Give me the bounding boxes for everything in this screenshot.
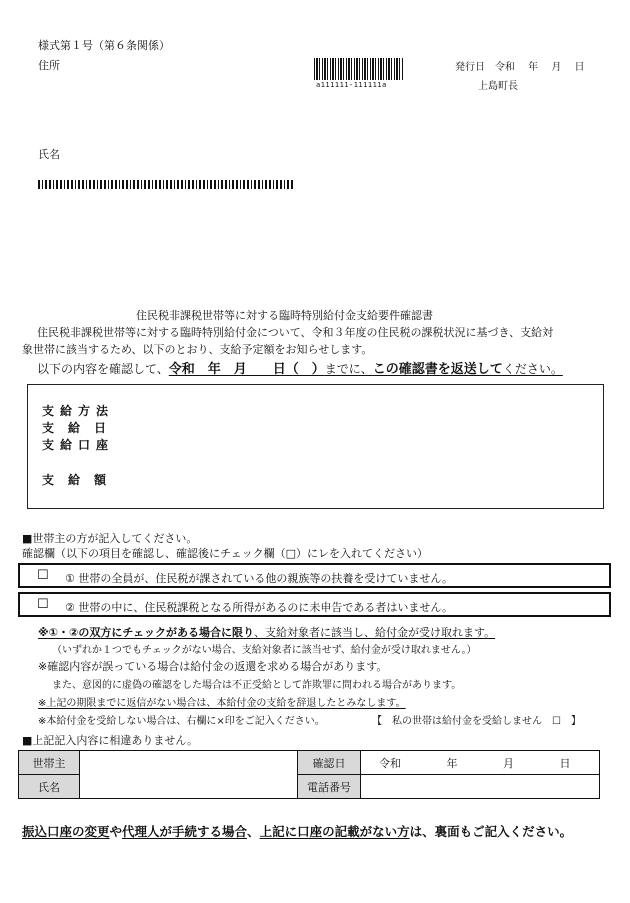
- payment-date-label: 支給日: [42, 421, 121, 435]
- name-label: 氏名: [38, 148, 60, 161]
- footer-part-3: 代理人が手続する場合: [122, 824, 248, 839]
- phone-field[interactable]: [361, 775, 600, 799]
- day-label: 日: [559, 756, 571, 770]
- barcode-code: a111111-111111a: [316, 81, 387, 89]
- payment-method-label: 支給方法: [42, 404, 115, 418]
- phone-label: 電話番号: [298, 775, 361, 799]
- section-heading: ■世帯主の方が記入してください。: [22, 532, 198, 545]
- footer-part-2: や: [109, 824, 123, 839]
- form-number: 様式第１号（第６条関係）: [38, 39, 170, 52]
- check-row-2[interactable]: [18, 592, 611, 617]
- checkbox-2[interactable]: ☐: [37, 597, 49, 612]
- check-item-2: ② 世帯の中に、住民税課税となる所得があるのに未申告である者はいません。: [65, 601, 454, 614]
- issue-date: 発行日 令和 年 月 日: [455, 62, 585, 73]
- note-3: ※上記の期限までに返信がない場合は、本給付金の支給を辞退したとみなします。: [38, 698, 406, 709]
- deadline-pre: 以下の内容を確認して、: [37, 362, 169, 376]
- check-instructions: 確認欄（以下の項目を確認し、確認後にチェック欄（□）にレを入れてください）: [22, 547, 429, 560]
- note-1-bold: ※①・②の双方にチェックがある場合に限り: [38, 626, 254, 639]
- intro-line-1: 住民税非課税世帯等に対する臨時特別給付金について、令和３年度の住民税の課税状況に基づき、支給対: [37, 326, 554, 339]
- footer-part-4: 、: [247, 824, 260, 839]
- head-label: 世帯主: [19, 751, 80, 775]
- issuer: 上島町長: [478, 81, 518, 92]
- deadline-mid: までに、: [324, 362, 373, 376]
- payment-account-label: 支給口座: [42, 438, 115, 452]
- postal-barcode: [38, 180, 293, 189]
- check-row-1[interactable]: [18, 563, 611, 588]
- checkbox-1[interactable]: ☐: [37, 568, 49, 583]
- note-1: [38, 624, 495, 640]
- confirm-date-field[interactable]: [361, 751, 600, 775]
- head-name-field[interactable]: [80, 751, 298, 799]
- intro-line-2: 象世帯に該当するため、以下のとおり、支給予定額をお知らせします。: [22, 343, 373, 356]
- address-label: 住所: [38, 59, 60, 72]
- document-title: 住民税非課税世帯等に対する臨時特別給付金支給要件確認書: [136, 309, 433, 322]
- confirmation-statement: ■上記記入内容に相違ありません。: [22, 734, 199, 747]
- month-label: 月: [503, 756, 514, 770]
- barcode: [314, 58, 404, 80]
- footer-note: [22, 822, 572, 840]
- era-label: 令和: [379, 756, 401, 770]
- decline-checkbox[interactable]: 【 私の世帯は給付金を受給しません ☐ 】: [372, 716, 581, 727]
- deadline-line: [37, 358, 563, 377]
- deadline-end: ください。: [502, 362, 563, 376]
- note-4: ※本給付金を受給しない場合は、右欄に×印をご記入ください。: [38, 716, 325, 727]
- confirm-date-label: 確認日: [298, 751, 361, 775]
- note-2-sub: また、意図的に虚偽の確認をした場合は不正受給として詐欺罪に問われる場合があります。: [52, 680, 462, 691]
- payment-info-box: [27, 384, 604, 509]
- year-label: 年: [446, 756, 458, 770]
- footer-part-6: は、裏面もご記入ください。: [409, 824, 573, 839]
- name-cell-label: 氏名: [19, 775, 80, 799]
- note-2: ※確認内容が誤っている場合は給付金の返還を求める場合があります。: [38, 660, 388, 673]
- note-1-sub: （いずれか１つでもチェックがない場合、支給対象者に該当せず、給付金が受け取れません。）: [52, 645, 477, 656]
- check-item-1: ① 世帯の全員が、住民税が課されている他の親族等の扶養を受けていません。: [65, 572, 454, 585]
- footer-part-1: 振込口座の変更: [22, 824, 110, 839]
- signature-table: [18, 750, 600, 799]
- note-1-rest: 、支給対象者に該当し、給付金が受け取れます。: [254, 626, 496, 639]
- payment-amount-label: 支給額: [42, 473, 121, 487]
- deadline-return: この確認書を返送して: [372, 362, 503, 377]
- deadline-date: 令和 年 月 日（ ）: [168, 362, 325, 377]
- footer-part-5: 上記に口座の記載がない方: [259, 824, 410, 839]
